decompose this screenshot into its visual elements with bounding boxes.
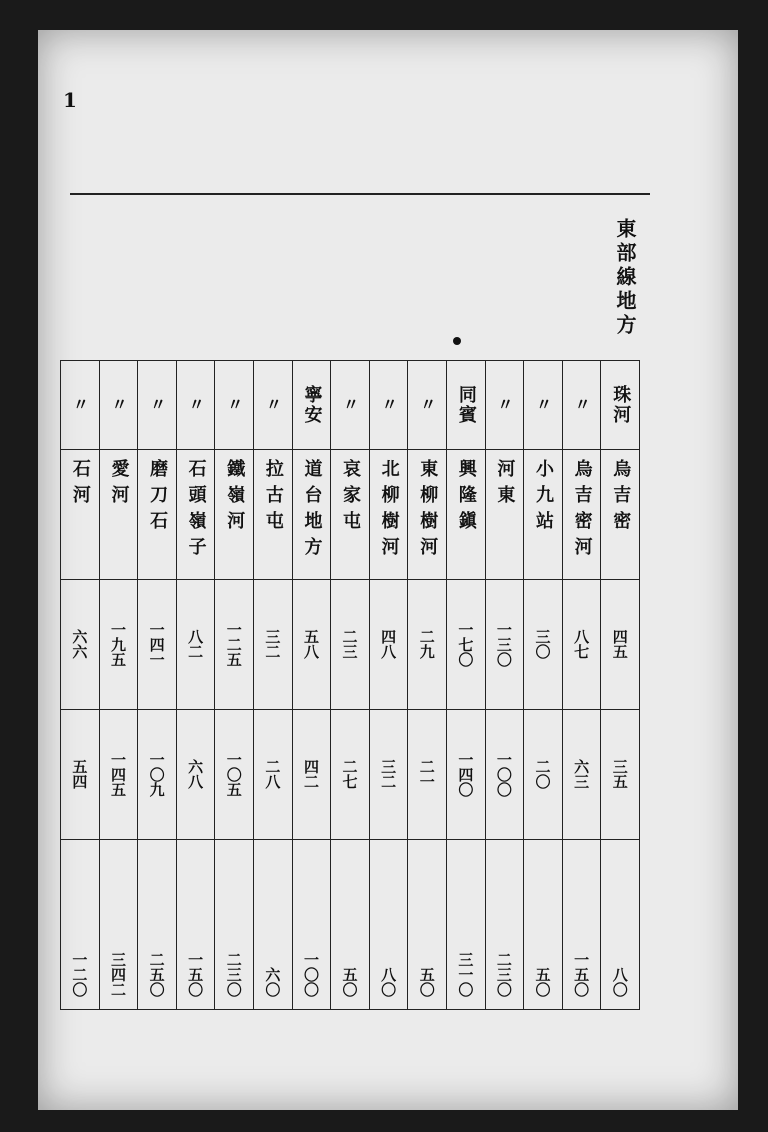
value-cell-3 <box>524 839 562 1009</box>
value-cell-3-text: 八〇 <box>379 967 398 997</box>
value-cell-2 <box>601 709 639 840</box>
value-cell-3-text: 三一〇 <box>456 952 475 997</box>
value-cell-1-text: 一四一 <box>147 621 166 667</box>
station-cell <box>215 449 253 580</box>
region-cell <box>524 361 562 450</box>
value-cell-2-text: 一〇〇 <box>494 751 513 797</box>
value-cell-1 <box>331 579 369 710</box>
region-cell <box>331 361 369 450</box>
station-cell-text: 鐵嶺河 <box>224 459 246 537</box>
region-cell <box>215 361 253 450</box>
value-cell-1-text: 四五 <box>610 629 629 659</box>
value-cell-2 <box>177 709 215 840</box>
value-cell-1 <box>370 579 408 710</box>
region-cell <box>447 361 485 450</box>
table-column <box>330 361 369 1009</box>
value-cell-3-text: 一二〇 <box>70 952 89 997</box>
station-cell-text: 烏吉密河 <box>571 459 593 563</box>
value-cell-1 <box>408 579 446 710</box>
header-rule <box>70 193 650 195</box>
ink-dot <box>453 337 461 345</box>
station-cell <box>563 449 601 580</box>
station-cell-text: 小九站 <box>533 459 555 537</box>
station-cell <box>331 449 369 580</box>
value-cell-2-text: 二七 <box>340 759 359 789</box>
value-cell-2 <box>563 709 601 840</box>
value-cell-3-text: 二三〇 <box>494 952 513 997</box>
table-column <box>214 361 253 1009</box>
value-cell-2-text: 六三 <box>572 759 591 789</box>
region-cell <box>254 361 292 450</box>
value-cell-1-text: 一九五 <box>108 621 127 667</box>
value-cell-2-text: 六八 <box>186 759 205 789</box>
region-cell-text: 珠河 <box>610 385 632 425</box>
region-cell-text: 同賓 <box>455 385 477 425</box>
table-column <box>99 361 138 1009</box>
value-cell-3-text: 八〇 <box>610 967 629 997</box>
region-cell <box>61 361 99 450</box>
table-column <box>562 361 601 1009</box>
value-cell-2-text: 二〇 <box>533 759 552 789</box>
value-cell-1 <box>254 579 292 710</box>
region-cell-text: 〃 <box>224 396 244 414</box>
station-cell <box>370 449 408 580</box>
value-cell-2 <box>100 709 138 840</box>
station-cell-text: 道台地方 <box>301 459 323 563</box>
station-cell-text: 石頭嶺子 <box>185 459 207 563</box>
value-cell-1-text: 二九 <box>417 629 436 659</box>
station-cell <box>601 449 639 580</box>
region-cell-text: 〃 <box>108 396 128 414</box>
region-cell-text: 〃 <box>417 396 437 414</box>
value-cell-3 <box>447 839 485 1009</box>
value-cell-1-text: 五八 <box>301 629 320 659</box>
region-cell <box>138 361 176 450</box>
station-cell <box>61 449 99 580</box>
region-cell <box>563 361 601 450</box>
station-cell-text: 烏吉密 <box>610 459 632 537</box>
section-title: 東部線地方 <box>613 218 637 338</box>
value-cell-1-text: 一二五 <box>224 621 243 667</box>
station-cell <box>254 449 292 580</box>
value-cell-1-text: 八二 <box>186 629 205 659</box>
value-cell-1-text: 一七〇 <box>456 621 475 667</box>
station-cell <box>293 449 331 580</box>
value-cell-3-text: 二三〇 <box>224 952 243 997</box>
value-cell-2 <box>408 709 446 840</box>
value-cell-3-text: 三四二 <box>108 952 127 997</box>
value-cell-1-text: 二三 <box>340 629 359 659</box>
region-cell-text: 〃 <box>340 396 360 414</box>
value-cell-3 <box>138 839 176 1009</box>
value-cell-2 <box>215 709 253 840</box>
value-cell-1 <box>215 579 253 710</box>
value-cell-1 <box>447 579 485 710</box>
station-cell-text: 哀家屯 <box>340 459 362 537</box>
region-cell-text: 〃 <box>147 396 167 414</box>
region-cell <box>408 361 446 450</box>
table-column <box>485 361 524 1009</box>
value-cell-3-text: 五〇 <box>417 967 436 997</box>
table-column <box>253 361 292 1009</box>
value-cell-3-text: 五〇 <box>340 967 359 997</box>
value-cell-3 <box>370 839 408 1009</box>
region-cell-text: 〃 <box>494 396 514 414</box>
region-cell <box>601 361 639 450</box>
value-cell-3 <box>331 839 369 1009</box>
value-cell-1-text: 三〇 <box>533 629 552 659</box>
table-column <box>61 361 99 1009</box>
station-cell-text: 磨刀石 <box>147 459 169 537</box>
value-cell-3 <box>61 839 99 1009</box>
region-cell-text: 〃 <box>263 396 283 414</box>
value-cell-2-text: 一〇九 <box>147 751 166 797</box>
value-cell-1 <box>100 579 138 710</box>
table-column <box>176 361 215 1009</box>
value-cell-1 <box>524 579 562 710</box>
station-cell <box>486 449 524 580</box>
region-cell-text: 〃 <box>70 396 90 414</box>
value-cell-3 <box>408 839 446 1009</box>
value-cell-3 <box>293 839 331 1009</box>
value-cell-2 <box>447 709 485 840</box>
region-cell-text: 〃 <box>533 396 553 414</box>
station-cell-text: 拉古屯 <box>262 459 284 537</box>
value-cell-2 <box>61 709 99 840</box>
region-cell <box>177 361 215 450</box>
station-cell-text: 河東 <box>494 459 516 511</box>
station-cell-text: 興隆鎭 <box>455 459 477 537</box>
value-cell-1 <box>601 579 639 710</box>
value-cell-1 <box>563 579 601 710</box>
region-cell <box>370 361 408 450</box>
value-cell-2 <box>293 709 331 840</box>
region-cell <box>293 361 331 450</box>
station-cell <box>447 449 485 580</box>
value-cell-1 <box>486 579 524 710</box>
value-cell-2 <box>138 709 176 840</box>
region-cell-text: 〃 <box>186 396 206 414</box>
value-cell-1-text: 一三〇 <box>494 621 513 667</box>
station-cell <box>408 449 446 580</box>
value-cell-3 <box>177 839 215 1009</box>
table-column <box>407 361 446 1009</box>
value-cell-1-text: 三二 <box>263 629 282 659</box>
table-column <box>600 361 639 1009</box>
value-cell-1 <box>177 579 215 710</box>
value-cell-2-text: 一四五 <box>108 751 127 797</box>
value-cell-3 <box>486 839 524 1009</box>
value-cell-1-text: 六六 <box>70 629 89 659</box>
table-column <box>523 361 562 1009</box>
station-cell-text: 北柳樹河 <box>378 459 400 563</box>
value-cell-3 <box>563 839 601 1009</box>
region-cell <box>100 361 138 450</box>
value-cell-3 <box>100 839 138 1009</box>
region-cell-text: 〃 <box>379 396 399 414</box>
value-cell-1-text: 四八 <box>379 629 398 659</box>
table-column <box>137 361 176 1009</box>
value-cell-2-text: 一四〇 <box>456 751 475 797</box>
value-cell-3 <box>215 839 253 1009</box>
value-cell-2 <box>486 709 524 840</box>
value-cell-1 <box>138 579 176 710</box>
value-cell-3-text: 五〇 <box>533 967 552 997</box>
value-cell-2-text: 一〇五 <box>224 751 243 797</box>
value-cell-1 <box>293 579 331 710</box>
value-cell-2-text: 三五 <box>610 759 629 789</box>
value-cell-2 <box>370 709 408 840</box>
value-cell-2-text: 二八 <box>263 759 282 789</box>
station-table <box>60 360 640 1010</box>
region-cell-text: 〃 <box>572 396 592 414</box>
station-cell <box>100 449 138 580</box>
value-cell-2 <box>331 709 369 840</box>
region-cell-text: 寧安 <box>301 385 323 425</box>
station-cell-text: 石河 <box>69 459 91 511</box>
value-cell-2 <box>254 709 292 840</box>
value-cell-3-text: 二五〇 <box>147 952 166 997</box>
value-cell-2 <box>524 709 562 840</box>
table-column <box>446 361 485 1009</box>
value-cell-1-text: 八七 <box>572 629 591 659</box>
value-cell-3-text: 一〇〇 <box>301 952 320 997</box>
table-column <box>292 361 331 1009</box>
value-cell-3-text: 一五〇 <box>572 952 591 997</box>
value-cell-2-text: 五四 <box>70 759 89 789</box>
station-cell <box>524 449 562 580</box>
station-cell <box>177 449 215 580</box>
value-cell-2-text: 四二 <box>301 759 320 789</box>
value-cell-3-text: 六〇 <box>263 967 282 997</box>
value-cell-2-text: 三二 <box>379 759 398 789</box>
page-number: 1 <box>63 88 77 112</box>
value-cell-3 <box>254 839 292 1009</box>
value-cell-3 <box>601 839 639 1009</box>
station-cell-text: 東柳樹河 <box>417 459 439 563</box>
station-cell <box>138 449 176 580</box>
station-cell-text: 愛河 <box>108 459 130 511</box>
value-cell-3-text: 一五〇 <box>186 952 205 997</box>
value-cell-1 <box>61 579 99 710</box>
table-column <box>369 361 408 1009</box>
value-cell-2-text: 二一 <box>417 759 436 789</box>
region-cell <box>486 361 524 450</box>
